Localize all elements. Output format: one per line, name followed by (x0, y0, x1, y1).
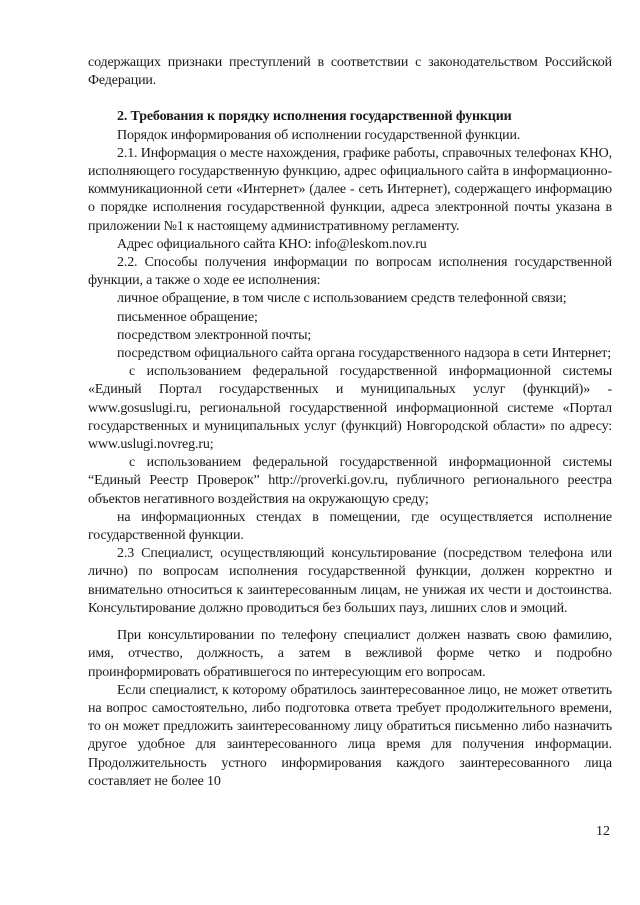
list-item: письменное обращение; (117, 309, 258, 325)
paragraph: Если специалист, к которому обратилось заинтересованное лицо, не может ответить на вопрос самостоятельно, либо подготовка ответа требует продолжительного времени, то он может предложить заинтересованному лицу обратиться письменно либо назначить другое удобное для заинтересованного лица время для получения информации. Продолжительность устного информирования каждого заинтересованного лица составляет не более 10 (88, 682, 612, 789)
paragraph-continuation: содержащих признаки преступлений в соответствии с законодательством Российской Федерации. (88, 55, 612, 89)
paragraph-site-address: Адрес официального сайта КНО: info@leskom.nov.ru (117, 236, 427, 252)
page-number: 12 (596, 824, 610, 839)
list-item: посредством электронной почты; (117, 327, 312, 343)
paragraph: Порядок информирования об исполнении государственной функции. (117, 127, 521, 143)
document-page (88, 54, 612, 791)
paragraph-spacing (88, 618, 612, 627)
paragraph-2-2: 2.2. Способы получения информации по вопросам исполнения государственной функции, а также о ходе ее исполнения: (88, 255, 612, 289)
list-item: посредством официального сайта органа государственного надзора в сети Интернет; (117, 346, 612, 362)
list-item: с использованием федеральной государственной информационной системы “Единый Реестр Проверок” http://proverki.gov.ru, публичного регионального реестра объектов негативного воздействия на окружающую среду; (88, 455, 612, 507)
section-heading: 2. Требования к порядку исполнения государственной функции (117, 109, 512, 125)
paragraph: При консультировании по телефону специалист должен назвать свою фамилию, имя, отчество, должность, а затем в вежливой форме четко и подробно проинформировать обратившегося по интересующим его вопросам. (88, 628, 612, 680)
paragraph-2-3: 2.3 Специалист, осуществляющий консультирование (посредством телефона или лично) по вопросам исполнения государственной функции, должен корректно и внимательно относиться к заинтересованным лицам, не унижая их чести и достоинства. Консультирование должно проводиться без больших пауз, лишних слов и эмоций. (88, 546, 612, 616)
list-item: личное обращение, в том числе с использованием средств телефонной связи; (117, 291, 567, 307)
paragraph-2-1: 2.1. Информация о месте нахождения, графике работы, справочных телефонах КНО, исполняющего государственную функцию, адрес официального сайта в информационно-коммуникационной сети «Интернет» (далее - сеть Интернет), содержащего информацию о порядке исполнения государственной функции, адреса электронной почты указана в приложении №1 к настоящему административному регламенту. (88, 145, 612, 234)
blank-line (88, 90, 612, 108)
list-item: с использованием федеральной государственной информационной системы «Единый Портал государственных и муниципальных услуг (функций)» - www.gosuslugi.ru, региональной государственной информационной системе «Портал государственных и муниципальных услуг (функций) Новгородской области» по адресу: www.uslugi.novreg.ru; (88, 364, 612, 453)
list-item: на информационных стендах в помещении, где осуществляется исполнение государственной функции. (88, 509, 612, 544)
